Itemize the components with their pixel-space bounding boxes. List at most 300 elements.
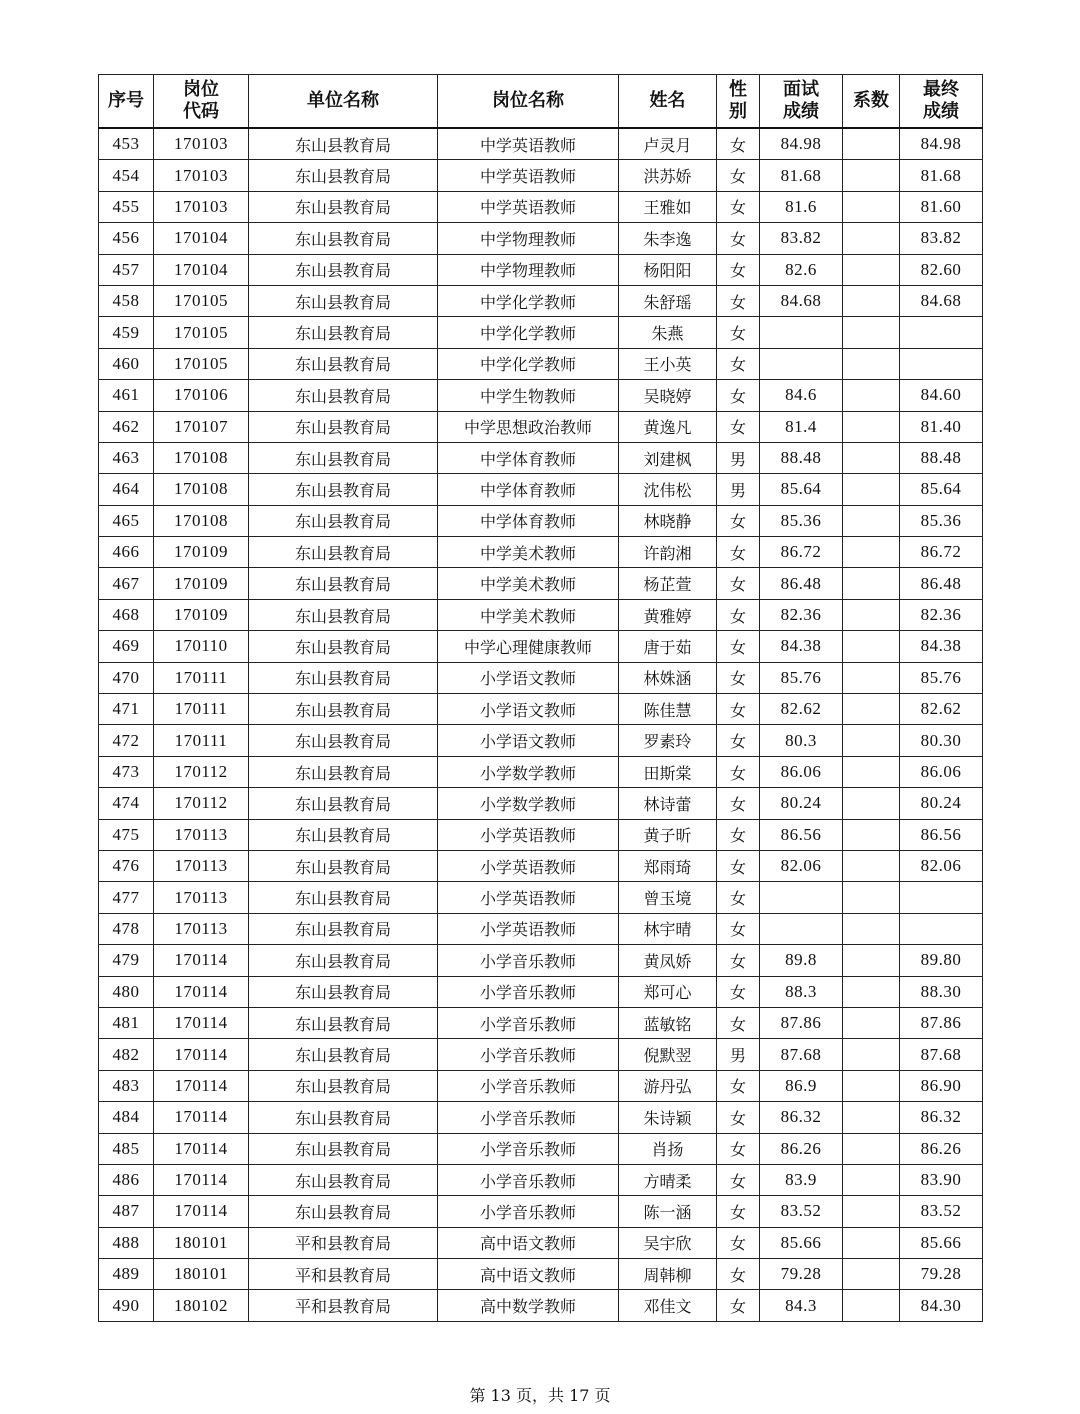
cell-interview-score: 81.68 [760, 160, 843, 191]
cell-name: 黄子昕 [619, 819, 717, 850]
cell-post-code: 170104 [154, 254, 249, 285]
cell-name: 刘建枫 [619, 442, 717, 473]
cell-post-code: 170114 [154, 1164, 249, 1195]
cell-final-score: 86.72 [900, 537, 983, 568]
cell-unit-name: 东山县教育局 [249, 254, 438, 285]
cell-gender: 女 [717, 819, 760, 850]
cell-unit-name: 东山县教育局 [249, 285, 438, 316]
cell-gender: 女 [717, 128, 760, 160]
cell-unit-name: 东山县教育局 [249, 882, 438, 913]
cell-coefficient [843, 788, 900, 819]
cell-unit-name: 东山县教育局 [249, 1039, 438, 1070]
cell-interview-score: 84.38 [760, 631, 843, 662]
cell-coefficient [843, 1164, 900, 1195]
cell-index: 470 [99, 662, 154, 693]
cell-final-score: 81.40 [900, 411, 983, 442]
cell-coefficient [843, 254, 900, 285]
cell-final-score [900, 882, 983, 913]
cell-index: 482 [99, 1039, 154, 1070]
table-row [99, 1133, 983, 1164]
table-row [99, 442, 983, 473]
cell-final-score: 82.06 [900, 850, 983, 881]
cell-post-name: 中学英语教师 [438, 160, 619, 191]
table-row [99, 1039, 983, 1070]
cell-index: 461 [99, 380, 154, 411]
cell-name: 肖扬 [619, 1133, 717, 1164]
cell-name: 游丹弘 [619, 1070, 717, 1101]
table-row [99, 662, 983, 693]
cell-index: 487 [99, 1196, 154, 1227]
cell-gender: 女 [717, 223, 760, 254]
cell-coefficient [843, 285, 900, 316]
cell-name: 郑雨琦 [619, 850, 717, 881]
cell-final-score: 89.80 [900, 945, 983, 976]
cell-coefficient [843, 850, 900, 881]
cell-coefficient [843, 1039, 900, 1070]
cell-gender: 女 [717, 1196, 760, 1227]
cell-final-score: 81.60 [900, 191, 983, 222]
cell-interview-score: 87.86 [760, 1007, 843, 1038]
cell-coefficient [843, 1259, 900, 1290]
cell-name: 王小英 [619, 348, 717, 379]
cell-index: 458 [99, 285, 154, 316]
cell-unit-name: 东山县教育局 [249, 348, 438, 379]
cell-coefficient [843, 882, 900, 913]
cell-gender: 女 [717, 317, 760, 348]
cell-interview-score [760, 882, 843, 913]
cell-final-score: 84.60 [900, 380, 983, 411]
cell-unit-name: 东山县教育局 [249, 1164, 438, 1195]
cell-gender: 女 [717, 380, 760, 411]
cell-post-code: 170114 [154, 976, 249, 1007]
cell-post-code: 170107 [154, 411, 249, 442]
cell-post-code: 180101 [154, 1259, 249, 1290]
cell-post-code: 170105 [154, 348, 249, 379]
cell-index: 472 [99, 725, 154, 756]
cell-name: 朱燕 [619, 317, 717, 348]
cell-post-code: 170112 [154, 756, 249, 787]
cell-name: 黄凤娇 [619, 945, 717, 976]
cell-final-score: 81.68 [900, 160, 983, 191]
cell-gender: 女 [717, 285, 760, 316]
cell-interview-score: 85.36 [760, 505, 843, 536]
cell-index: 473 [99, 756, 154, 787]
cell-gender: 女 [717, 537, 760, 568]
cell-coefficient [843, 411, 900, 442]
cell-interview-score [760, 317, 843, 348]
cell-post-name: 小学音乐教师 [438, 1102, 619, 1133]
cell-name: 倪默翌 [619, 1039, 717, 1070]
col-name-header: 姓名 [619, 75, 717, 129]
cell-final-score: 85.64 [900, 474, 983, 505]
cell-post-code: 170108 [154, 505, 249, 536]
cell-post-name: 小学语文教师 [438, 662, 619, 693]
cell-name: 王雅如 [619, 191, 717, 222]
cell-coefficient [843, 631, 900, 662]
cell-post-name: 小学音乐教师 [438, 976, 619, 1007]
cell-post-code: 170113 [154, 850, 249, 881]
cell-name: 杨芷萱 [619, 568, 717, 599]
cell-coefficient [843, 725, 900, 756]
table-row [99, 1259, 983, 1290]
cell-name: 沈伟松 [619, 474, 717, 505]
cell-index: 464 [99, 474, 154, 505]
cell-gender: 女 [717, 788, 760, 819]
cell-interview-score: 81.4 [760, 411, 843, 442]
table-row [99, 945, 983, 976]
cell-unit-name: 平和县教育局 [249, 1259, 438, 1290]
cell-interview-score: 86.26 [760, 1133, 843, 1164]
table-row [99, 882, 983, 913]
cell-coefficient [843, 756, 900, 787]
cell-post-name: 小学英语教师 [438, 819, 619, 850]
cell-interview-score: 88.48 [760, 442, 843, 473]
cell-coefficient [843, 662, 900, 693]
cell-post-name: 小学数学教师 [438, 788, 619, 819]
cell-final-score: 82.60 [900, 254, 983, 285]
cell-name: 邓佳文 [619, 1290, 717, 1321]
cell-coefficient [843, 1133, 900, 1164]
table-row [99, 976, 983, 1007]
cell-final-score: 86.48 [900, 568, 983, 599]
cell-interview-score: 86.06 [760, 756, 843, 787]
cell-interview-score: 86.48 [760, 568, 843, 599]
cell-index: 490 [99, 1290, 154, 1321]
table-row [99, 850, 983, 881]
cell-final-score: 79.28 [900, 1259, 983, 1290]
cell-index: 474 [99, 788, 154, 819]
cell-final-score: 84.68 [900, 285, 983, 316]
cell-gender: 女 [717, 505, 760, 536]
cell-name: 林晓静 [619, 505, 717, 536]
cell-coefficient [843, 223, 900, 254]
cell-gender: 女 [717, 599, 760, 630]
cell-final-score: 85.66 [900, 1227, 983, 1258]
cell-coefficient [843, 945, 900, 976]
cell-coefficient [843, 128, 900, 160]
cell-index: 475 [99, 819, 154, 850]
cell-post-name: 高中语文教师 [438, 1227, 619, 1258]
cell-post-name: 小学音乐教师 [438, 1164, 619, 1195]
cell-gender: 女 [717, 1133, 760, 1164]
cell-name: 朱舒瑶 [619, 285, 717, 316]
cell-final-score: 87.68 [900, 1039, 983, 1070]
cell-coefficient [843, 1196, 900, 1227]
cell-post-name: 小学音乐教师 [438, 1070, 619, 1101]
cell-post-code: 170111 [154, 725, 249, 756]
table-row [99, 1102, 983, 1133]
col-final-score-header: 最终 成绩 [900, 75, 983, 129]
cell-unit-name: 东山县教育局 [249, 945, 438, 976]
cell-index: 456 [99, 223, 154, 254]
cell-name: 洪苏娇 [619, 160, 717, 191]
table-row [99, 1070, 983, 1101]
cell-gender: 女 [717, 694, 760, 725]
cell-coefficient [843, 913, 900, 944]
cell-coefficient [843, 160, 900, 191]
cell-interview-score: 83.52 [760, 1196, 843, 1227]
cell-post-code: 170114 [154, 1070, 249, 1101]
table-row [99, 788, 983, 819]
cell-coefficient [843, 1290, 900, 1321]
cell-name: 林姝涵 [619, 662, 717, 693]
cell-coefficient [843, 1102, 900, 1133]
cell-coefficient [843, 976, 900, 1007]
cell-name: 唐于茹 [619, 631, 717, 662]
cell-interview-score: 82.6 [760, 254, 843, 285]
cell-index: 488 [99, 1227, 154, 1258]
cell-post-name: 中学体育教师 [438, 505, 619, 536]
cell-unit-name: 东山县教育局 [249, 537, 438, 568]
cell-post-name: 小学音乐教师 [438, 1007, 619, 1038]
cell-coefficient [843, 1007, 900, 1038]
cell-index: 479 [99, 945, 154, 976]
table-row [99, 913, 983, 944]
cell-post-name: 小学语文教师 [438, 725, 619, 756]
cell-post-code: 170108 [154, 442, 249, 473]
cell-gender: 女 [717, 913, 760, 944]
cell-index: 459 [99, 317, 154, 348]
cell-unit-name: 东山县教育局 [249, 850, 438, 881]
cell-final-score: 83.90 [900, 1164, 983, 1195]
table-row [99, 756, 983, 787]
table-row [99, 819, 983, 850]
cell-post-code: 170114 [154, 1039, 249, 1070]
cell-unit-name: 东山县教育局 [249, 788, 438, 819]
table-row [99, 223, 983, 254]
cell-final-score: 86.26 [900, 1133, 983, 1164]
cell-final-score [900, 317, 983, 348]
cell-index: 477 [99, 882, 154, 913]
cell-post-code: 170111 [154, 694, 249, 725]
cell-post-name: 中学心理健康教师 [438, 631, 619, 662]
cell-unit-name: 东山县教育局 [249, 819, 438, 850]
cell-post-code: 170114 [154, 1102, 249, 1133]
cell-interview-score: 86.9 [760, 1070, 843, 1101]
cell-interview-score: 85.64 [760, 474, 843, 505]
cell-name: 朱诗颖 [619, 1102, 717, 1133]
cell-post-name: 小学音乐教师 [438, 1133, 619, 1164]
cell-index: 483 [99, 1070, 154, 1101]
cell-post-code: 170109 [154, 568, 249, 599]
cell-gender: 男 [717, 474, 760, 505]
cell-name: 陈一涵 [619, 1196, 717, 1227]
cell-gender: 女 [717, 1290, 760, 1321]
cell-unit-name: 东山县教育局 [249, 223, 438, 254]
cell-index: 454 [99, 160, 154, 191]
table-row [99, 380, 983, 411]
cell-gender: 女 [717, 725, 760, 756]
cell-final-score: 87.86 [900, 1007, 983, 1038]
cell-unit-name: 东山县教育局 [249, 1070, 438, 1101]
cell-final-score [900, 348, 983, 379]
table-row [99, 694, 983, 725]
cell-post-name: 中学体育教师 [438, 474, 619, 505]
cell-unit-name: 东山县教育局 [249, 694, 438, 725]
cell-post-code: 170108 [154, 474, 249, 505]
cell-post-code: 170114 [154, 1196, 249, 1227]
cell-unit-name: 东山县教育局 [249, 474, 438, 505]
cell-index: 460 [99, 348, 154, 379]
cell-post-name: 小学音乐教师 [438, 1039, 619, 1070]
cell-post-name: 小学语文教师 [438, 694, 619, 725]
cell-name: 吴晓婷 [619, 380, 717, 411]
cell-post-code: 170105 [154, 317, 249, 348]
cell-post-name: 小学音乐教师 [438, 1196, 619, 1227]
cell-coefficient [843, 505, 900, 536]
cell-post-name: 中学美术教师 [438, 537, 619, 568]
table-row [99, 191, 983, 222]
cell-coefficient [843, 317, 900, 348]
cell-index: 481 [99, 1007, 154, 1038]
cell-interview-score: 82.06 [760, 850, 843, 881]
cell-final-score: 83.82 [900, 223, 983, 254]
cell-index: 463 [99, 442, 154, 473]
cell-gender: 女 [717, 411, 760, 442]
cell-post-name: 高中语文教师 [438, 1259, 619, 1290]
cell-post-name: 中学英语教师 [438, 191, 619, 222]
cell-gender: 男 [717, 442, 760, 473]
cell-interview-score: 87.68 [760, 1039, 843, 1070]
cell-gender: 女 [717, 631, 760, 662]
cell-name: 朱李逸 [619, 223, 717, 254]
table-row [99, 1007, 983, 1038]
cell-post-name: 小学英语教师 [438, 882, 619, 913]
cell-interview-score: 86.32 [760, 1102, 843, 1133]
cell-unit-name: 东山县教育局 [249, 191, 438, 222]
cell-post-code: 170109 [154, 599, 249, 630]
table-row [99, 725, 983, 756]
cell-gender: 女 [717, 945, 760, 976]
cell-final-score: 84.98 [900, 128, 983, 160]
col-interview-score-header: 面试 成绩 [760, 75, 843, 129]
cell-post-code: 170103 [154, 128, 249, 160]
cell-name: 曾玉境 [619, 882, 717, 913]
cell-gender: 女 [717, 568, 760, 599]
cell-index: 471 [99, 694, 154, 725]
table-row [99, 411, 983, 442]
cell-name: 郑可心 [619, 976, 717, 1007]
score-table [98, 74, 983, 1322]
cell-index: 467 [99, 568, 154, 599]
cell-post-name: 中学化学教师 [438, 317, 619, 348]
cell-post-code: 170109 [154, 537, 249, 568]
cell-interview-score: 86.56 [760, 819, 843, 850]
cell-index: 466 [99, 537, 154, 568]
cell-interview-score: 86.72 [760, 537, 843, 568]
cell-final-score: 82.36 [900, 599, 983, 630]
cell-post-code: 170111 [154, 662, 249, 693]
cell-post-code: 170105 [154, 285, 249, 316]
cell-gender: 女 [717, 662, 760, 693]
cell-interview-score: 89.8 [760, 945, 843, 976]
cell-name: 周韩柳 [619, 1259, 717, 1290]
cell-unit-name: 东山县教育局 [249, 599, 438, 630]
table-row [99, 505, 983, 536]
cell-coefficient [843, 819, 900, 850]
cell-interview-score: 88.3 [760, 976, 843, 1007]
cell-unit-name: 东山县教育局 [249, 317, 438, 348]
cell-coefficient [843, 537, 900, 568]
cell-interview-score: 83.82 [760, 223, 843, 254]
cell-gender: 女 [717, 1164, 760, 1195]
cell-name: 罗素玲 [619, 725, 717, 756]
cell-post-name: 小学英语教师 [438, 913, 619, 944]
cell-unit-name: 东山县教育局 [249, 662, 438, 693]
cell-index: 455 [99, 191, 154, 222]
cell-gender: 女 [717, 756, 760, 787]
table-row [99, 1227, 983, 1258]
cell-coefficient [843, 474, 900, 505]
cell-final-score: 86.06 [900, 756, 983, 787]
cell-unit-name: 东山县教育局 [249, 756, 438, 787]
cell-name: 田斯棠 [619, 756, 717, 787]
cell-post-name: 中学化学教师 [438, 348, 619, 379]
cell-name: 卢灵月 [619, 128, 717, 160]
cell-index: 476 [99, 850, 154, 881]
cell-gender: 女 [717, 254, 760, 285]
header-row [99, 75, 983, 129]
cell-interview-score: 84.3 [760, 1290, 843, 1321]
cell-post-name: 中学化学教师 [438, 285, 619, 316]
cell-interview-score: 82.62 [760, 694, 843, 725]
cell-final-score [900, 913, 983, 944]
cell-final-score: 84.38 [900, 631, 983, 662]
cell-interview-score: 84.6 [760, 380, 843, 411]
cell-index: 485 [99, 1133, 154, 1164]
cell-post-code: 170114 [154, 1007, 249, 1038]
cell-coefficient [843, 599, 900, 630]
table-row [99, 285, 983, 316]
cell-final-score: 80.24 [900, 788, 983, 819]
table-row [99, 568, 983, 599]
cell-post-name: 中学美术教师 [438, 568, 619, 599]
cell-name: 吴宇欣 [619, 1227, 717, 1258]
table-row [99, 599, 983, 630]
cell-final-score: 82.62 [900, 694, 983, 725]
cell-interview-score: 84.98 [760, 128, 843, 160]
cell-post-code: 170113 [154, 819, 249, 850]
cell-interview-score: 80.24 [760, 788, 843, 819]
cell-gender: 女 [717, 348, 760, 379]
cell-index: 468 [99, 599, 154, 630]
cell-post-name: 小学数学教师 [438, 756, 619, 787]
cell-unit-name: 东山县教育局 [249, 976, 438, 1007]
cell-unit-name: 东山县教育局 [249, 568, 438, 599]
cell-interview-score: 84.68 [760, 285, 843, 316]
cell-post-code: 180102 [154, 1290, 249, 1321]
cell-name: 方晴柔 [619, 1164, 717, 1195]
cell-gender: 女 [717, 191, 760, 222]
cell-index: 484 [99, 1102, 154, 1133]
cell-name: 陈佳慧 [619, 694, 717, 725]
cell-post-code: 170113 [154, 882, 249, 913]
table-header [99, 75, 983, 129]
cell-index: 465 [99, 505, 154, 536]
cell-post-name: 中学生物教师 [438, 380, 619, 411]
table-row [99, 631, 983, 662]
table-row [99, 1164, 983, 1195]
cell-coefficient [843, 380, 900, 411]
cell-gender: 女 [717, 1102, 760, 1133]
table-row [99, 474, 983, 505]
cell-gender: 女 [717, 1070, 760, 1101]
cell-post-name: 中学物理教师 [438, 223, 619, 254]
cell-index: 478 [99, 913, 154, 944]
cell-name: 许韵湘 [619, 537, 717, 568]
col-index-header: 序号 [99, 75, 154, 129]
cell-post-code: 170113 [154, 913, 249, 944]
